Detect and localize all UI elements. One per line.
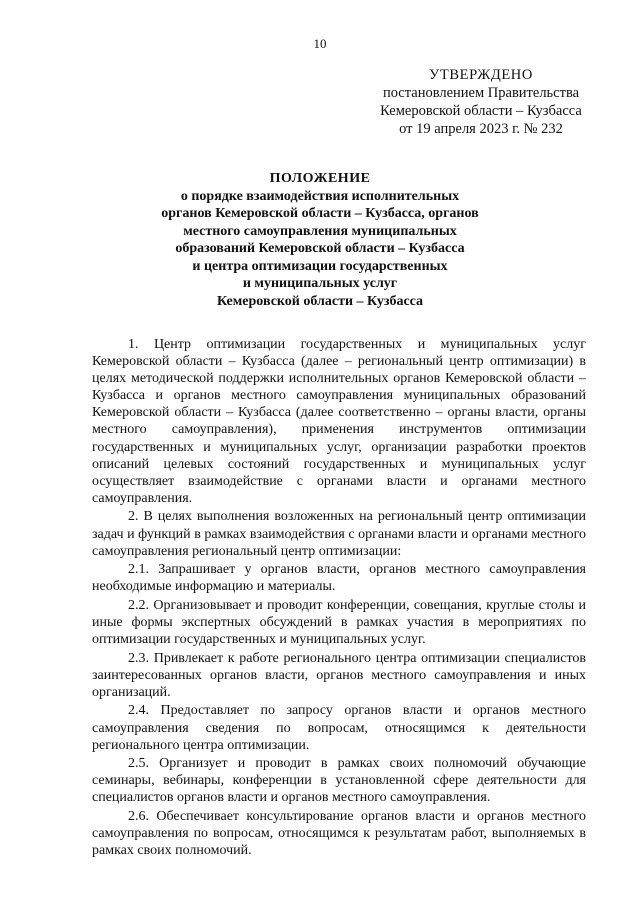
title-main: ПОЛОЖЕНИЕ bbox=[269, 171, 371, 186]
approval-line-1: постановлением Правительства bbox=[382, 85, 580, 101]
document-title bbox=[150, 170, 490, 310]
title-line: и муниципальных услуг bbox=[242, 276, 398, 291]
page-number: 10 bbox=[313, 36, 327, 51]
paragraph-2-4: 2.4. Предоставляет по запросу органов власти и органов местного самоуправления сведения по вопросам, относящимся к деятельности регионального центра оптимизации. bbox=[92, 703, 586, 753]
paragraph-2-6: 2.6. Обеспечивает консультирование органов власти и органов местного самоуправления по вопросам, относящимся к результатам работ, выполняемых в рамках своих полномочий. bbox=[92, 809, 586, 859]
document-body bbox=[92, 336, 586, 861]
title-line: местного самоуправления муниципальных bbox=[183, 223, 457, 239]
paragraph-2-1: 2.1. Запрашивает у органов власти, органов местного самоуправления необходимые информацию и материалы. bbox=[92, 562, 586, 595]
paragraph-2-3: 2.3. Привлекает к работе регионального центра оптимизации специалистов заинтересованных органов власти, органов местного самоуправления и иных организаций. bbox=[92, 650, 586, 700]
title-line: и центра оптимизации государственных bbox=[192, 258, 448, 274]
approval-block bbox=[370, 66, 592, 138]
paragraph-1: 1. Центр оптимизации государственных и муниципальных услуг Кемеровской области – Кузбасса (далее – региональный центр оптимизации) в целях методической поддержки исполнительных органов Кемеровской области – Кузбасса и органов местного самоуправления муниципальных образований Кемеровской области – Кузбасса (далее соответственно – органы власти, органы местного самоуправления), применения инструментов оптимизации государственных и муниципальных услуг, организации разработки проектов описаний целевых состояний государственных и муниципальных услуг осуществляет взаимодействие с органами власти и органами местного самоуправления. bbox=[92, 337, 586, 506]
approval-heading: УТВЕРЖДЕНО bbox=[429, 67, 533, 83]
paragraph-2-2: 2.2. Организовывает и проводит конференции, совещания, круглые столы и иные формы экспертных обсуждений в рамках участия в мероприятиях по оптимизации государственных и муниципальных услуг. bbox=[92, 597, 586, 648]
approval-line-3: от 19 апреля 2023 г. № 232 bbox=[399, 121, 563, 137]
title-line: образований Кемеровской области – Кузбасса bbox=[175, 241, 465, 256]
approval-line-2: Кемеровской области – Кузбасса bbox=[380, 103, 582, 119]
paragraph-2-5: 2.5. Организует и проводит в рамках своих полномочий обучающие семинары, вебинары, конференции в установленной сфере деятельности для специалистов органов власти и органов местного самоуправления. bbox=[92, 756, 586, 806]
paragraph-2: 2. В целях выполнения возложенных на региональный центр оптимизации задач и функций в рамках взаимодействия с органами власти и органами местного самоуправления региональный центр оптимизации: bbox=[92, 509, 586, 559]
title-line: о порядке взаимодействия исполнительных bbox=[180, 188, 460, 204]
title-line: Кемеровской области – Кузбасса bbox=[216, 293, 424, 309]
title-line: органов Кемеровской области – Кузбасса, органов bbox=[161, 206, 479, 221]
